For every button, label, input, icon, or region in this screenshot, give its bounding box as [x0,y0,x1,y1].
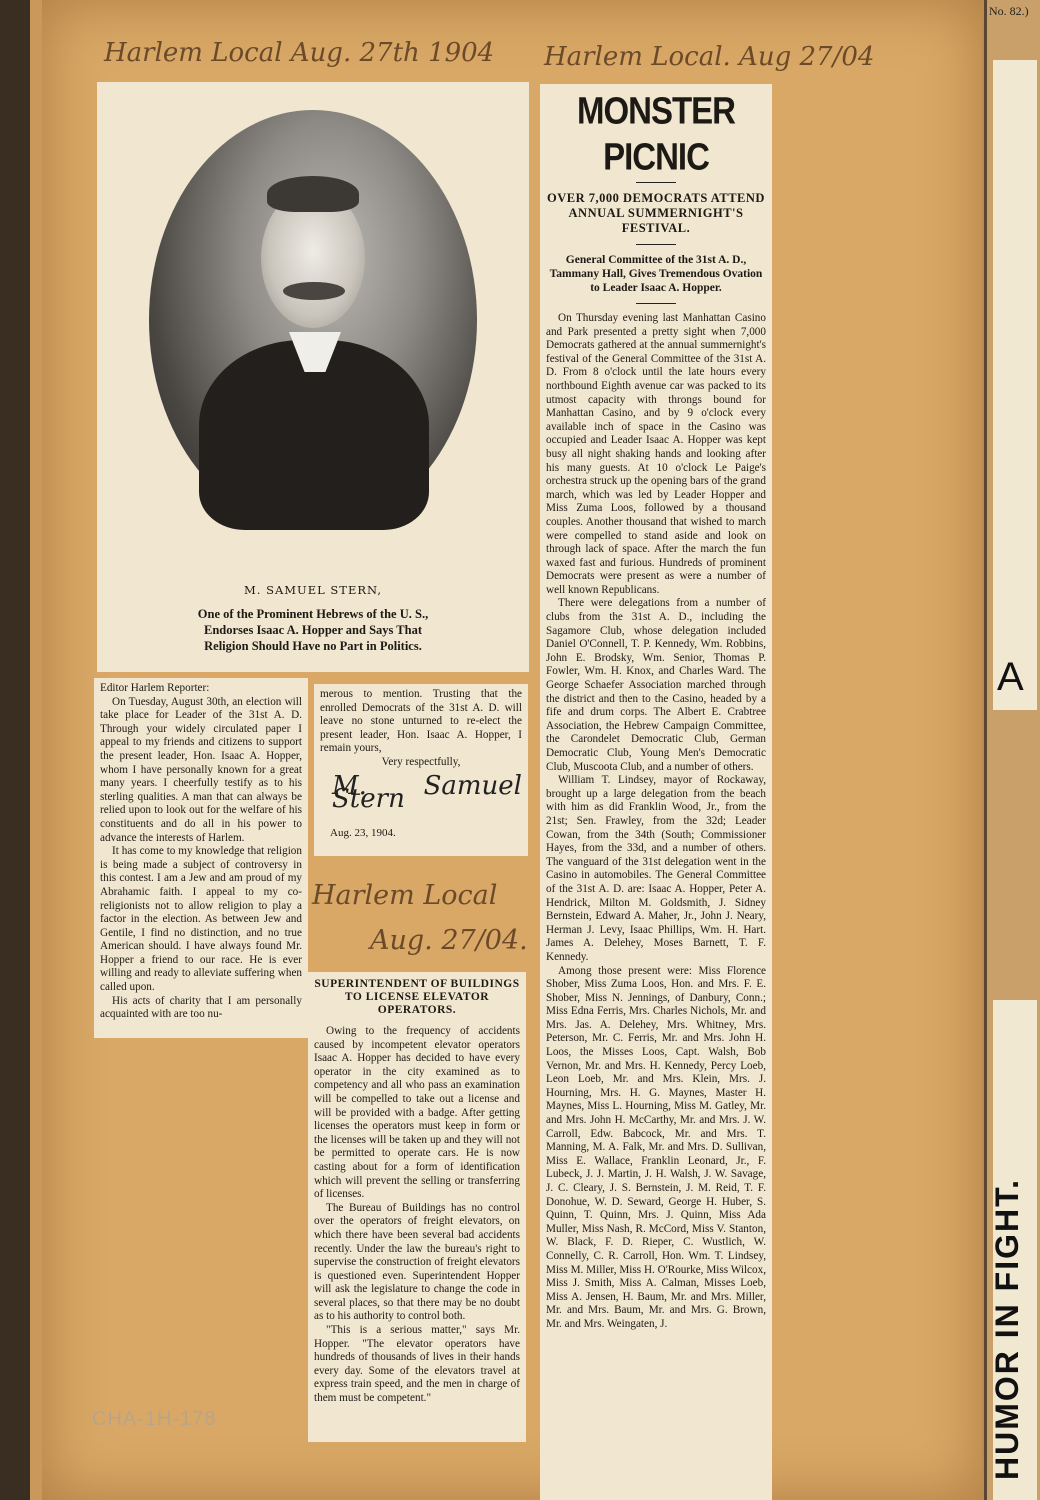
letter-salutation: Editor Harlem Reporter: [100,682,210,694]
divider [636,182,676,183]
divider [636,303,676,304]
picnic-deck-2: General Committee of the 31st A. D., Tammany Hall, Gives Tremendous Ovation to Leader Isaac A. Hopper. [549,254,763,294]
letter-continuation-clipping [314,684,528,856]
letter-paragraph: On Tuesday, August 30th, an election will take place for Leader of the 31st A. D. Through your widely circulated paper I appeal to my friends and citizens to support the present leader, Hon. Isaac A. Hopper, whom I have personally known for a great many years. I cheerfully testify as to his sterling qualities. A man that can always be relied upon to look out for the welfare of his constituents and do all in his power to advance the interests of Harlem. [100,695,302,844]
portrait-name: M. SAMUEL STERN, [243,583,382,597]
picnic-paragraph: There were delegations from a number of clubs from the 31st A. D., including the Sagamore Club, whose delegation included Daniel O'Connell, T. P. Kennedy, Wm. Robbins, John E. Brodsky, Wm. Senior, Thomas P. Fowler, Wm. H. Knox, and Charles Ward. The George Schaefer Association marched through the district and then to the Casino, headed by a fife and drum corps. The Albert E. Crabtree Association, the Hebrew Campaign Committee, the Carondelet Democratic Club, German Democratic Club, Young Men's Democratic Club, Muscoota Club, and a number of others. [546,597,766,773]
handwritten-note-2: Harlem Local. Aug 27/04 [544,42,875,72]
portrait-moustache [283,282,345,300]
signature: M. Samuel Stern [332,770,522,815]
portrait-subcaption: One of the Prominent Hebrews of the U. S., Endorses Isaac A. Hopper and Says That Religion Should Have no Part in Politics. [197,607,429,653]
catalog-number: CHA-1H-178 [92,1408,217,1430]
picnic-deck-1: OVER 7,000 DEMOCRATS ATTEND ANNUAL SUMMERNIGHT'S FESTIVAL. [547,191,765,235]
facing-page-vertical-title: HUMOR IN FIGHT. [989,1178,1025,1480]
portrait-hair [267,176,359,212]
picnic-paragraph: Among those present were: Miss Florence Shober, Miss Zuma Loos, Hon. and Mrs. F. E. Shober, Miss N. Jennings, of Danbury, Conn.; Miss Edna Ferris, Mrs. Charles Nichols, Mr. and Mrs. Jas. A. Delehey, Mrs. Whitney, Mrs. Peterson, Mr. C. Ferris, Mr. and Mrs. John H. Loos, the Misses Loos, Capt. Walsh, Bob Vernon, Mr. and Mrs. H. Kennedy, Percy Loeb, Leon Loeb, Mr. and Mrs. Klein, Mrs. J. Hourning, Mrs. H. G. Maynes, Master H. Maynes, Miss L. Hourning, Miss M. Gatley, Mr. and Mrs. John H. McCarthy, Mr. and Mrs. J. W. Carroll, Edw. Babcock, Mr. and Mrs. T. Manning, M. A. Falk, Mr. and Mrs. D. Sullivan, Miss E. Wallace, Franklin Leonard, Jr., F. Lubeck, J. J. Martin, J. H. Walsh, J. W. Savage, J. C. Cleary, J. S. Bernstein, J. M. Reid, T. F. Donohue, W. D. Seward, George H. Huber, S. Quinn, T. Quinn, Mrs. J. Quinn, Miss Ada Muller, Miss Nash, R. McCord, Miss V. Stanton, W. Black, F. D. Rieper, C. Wustlich, W. Connelly, C. R. Carroll, Hon. Wm. T. Lindsey, Miss M. Miller, Miss H. O'Rourke, Miss Wilcox, Miss J. Smith, Miss A. Calman, Misses Loeb, Miss A. Jensen, H. Baum, Mr. and Mrs. Miller, Mr. and Mrs. Baum, Mr. and Mrs. G. Brown, Mr. and Mrs. Weingaten, J. [546,964,766,1330]
portrait-caption [97,582,529,654]
elevator-paragraph: The Bureau of Buildings has no control over the operators of freight elevators, on which there have been several bad accidents recently. Under the law the bureau's right to supervise the construction of freight elevators is questioned even. Superintendent Hopper will ask the legislature to change the code in several places, so that there may be no doubt as to his authority to control both. [314,1201,520,1323]
facing-page-letter: A [997,655,1024,699]
portrait-clipping [97,82,529,672]
picnic-headline: MONSTER PICNIC [577,89,735,178]
divider [636,244,676,245]
picnic-paragraph: William T. Lindsey, mayor of Rockaway, brought up a large delegation from the beach with him as did Franklin Wood, Jr., from the 21st; Sen. Frawley, from the 32d; Leader Cowan, from the 34th (South; Commissioner Hayes, from the 33d, and a number of others. The vanguard of the 31st delegation went in the Casino in automobiles. The General Committee of the 31st A. D. are: Isaac A. Hopper, Peter A. Hendrick, Milton M. Goldsmith, J. Sidney Bernstein, Edward A. Maher, Jr., John J. Neary, Herman J. Levy, Isaac Phillips, Wm. H. Hart. James A. Delehey, Moses Barnett, T. F. Kennedy. [546,774,766,963]
letter-paragraph: It has come to my knowledge that religion is being made a subject of controversy in this contest. I am a Jew and am proud of my Abrahamic faith. I appeal to my co-religionists not to allow religion to play a factor in the election. As between Jew and Gentile, I find no distinction, and no true American should. I have always found Mr. Hopper a friend to our race. He is ever willing and ready to alleviate suffering when called upon. [100,845,302,994]
picnic-article-clipping [540,84,772,1500]
letter-date: Aug. 23, 1904. [330,826,396,839]
letter-paragraph: His acts of charity that I am personally acquainted with are too nu- [100,994,302,1021]
handwritten-note-3a: Harlem Local [312,880,498,911]
portrait-photo [149,110,477,530]
facing-page [984,0,1040,1500]
letter-closing: Very respectfully, [381,755,461,768]
handwritten-note-3b: Aug. 27/04. [370,925,528,956]
elevator-headline: SUPERINTENDENT OF BUILDINGS TO LICENSE ELEVATOR OPERATORS. [314,978,520,1016]
elevator-article-clipping [308,972,526,1442]
letter-continuation: merous to mention. Trusting that the enrolled Democrats of the 31st A. D. will leave no stone unturned to re-elect the present leader, Hon. Isaac A. Hopper, I remain yours, [320,688,522,755]
elevator-paragraph: "This is a serious matter," says Mr. Hopper. "The elevator operators have hundreds of thousands of lives in their hands every day. Some of the elevators travel at express train speed, and the men in charge of them must be competent." [314,1324,520,1405]
elevator-paragraph: Owing to the frequency of accidents caused by incompetent elevator operators Isaac A. Hopper has decided to have every operator in the city examined as to competency and all who pass an examination will be compelled to take out a license and will be provided with a badge. After getting licenses the operators must keep in form or the licenses will be taken up and they will not be permitted to operate cars. He is now casting about for a form of identification which will prevent the selling or transferring of licenses. [314,1025,520,1201]
facing-page-clipping-top [993,60,1037,710]
letter-clipping [94,678,308,1038]
handwritten-note-1: Harlem Local Aug. 27th 1904 [104,38,495,68]
facing-page-number: No. 82.) [989,4,1029,18]
picnic-paragraph: On Thursday evening last Manhattan Casino and Park presented a pretty sight when 7,000 Democrats gathered at the annual summernight's festival of the General Committee of the 31st A. D. From 8 o'clock until the late hours every northbound Eighth avenue car was packed to its utmost capacity with throngs bound for Manhattan Casino, and by 9 o'clock every available inch of space in the Casino was occupied and Leader Isaac A. Hopper was kept busy all night shaking hands and looking after his many guests. At 10 o'clock Le Paige's orchestra struck up the opening bars of the grand march, which was led by Leader Hopper and Miss Zuma Loos, followed by a thousand couples. Another thousand that wished to march were compelled to stand aside and look on through lack of space. After the march the fun waxed fast and furious. Hundreds of prominent Democrats were present as were a number of well known Republicans. [546,312,766,596]
